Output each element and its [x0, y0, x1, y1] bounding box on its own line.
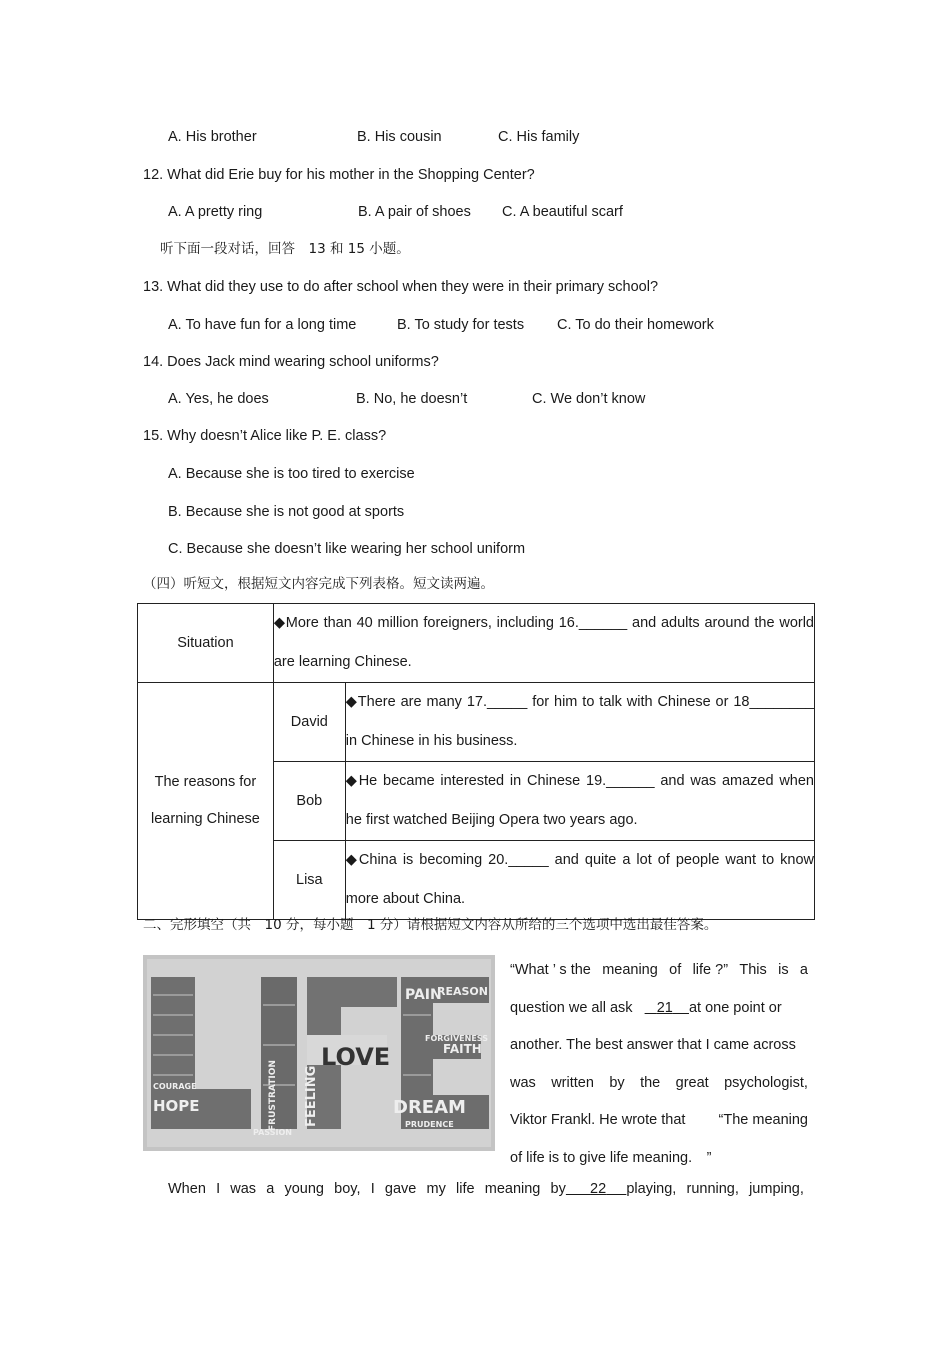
word-forgiveness: FORGIVENESS	[425, 1034, 488, 1043]
listening-table	[137, 603, 815, 920]
row-text-david: ◆There are many 17._____ for him to talk with Chinese or 18________ in Chinese in his business.	[345, 683, 814, 762]
row-name-lisa: Lisa	[273, 841, 345, 920]
blank-22[interactable]: 22	[590, 1181, 607, 1197]
q13-option-a: A. To have fun for a long time	[168, 317, 357, 333]
q12-option-b: B. A pair of shoes	[358, 204, 471, 220]
table-row-situation	[138, 604, 815, 683]
word-frustration: FRUSTRATION	[268, 1060, 278, 1131]
word-feeling: FEELING	[304, 1065, 319, 1127]
q14-option-a: A. Yes, he does	[168, 391, 269, 407]
section2-title: 二、完形填空（共 10 分，每小题 1 分）请根据短文内容从所给的三个选项中选出最佳答案。	[143, 917, 718, 933]
q14-question: 14. Does Jack mind wearing school uniforms?	[143, 354, 439, 370]
word-dream: DREAM	[393, 1097, 466, 1118]
q15-question: 15. Why doesn’t Alice like P. E. class?	[143, 428, 387, 444]
word-faith: FAITH	[443, 1042, 482, 1056]
q13-option-b: B. To study for tests	[397, 317, 525, 333]
q11-option-b: B. His cousin	[357, 129, 442, 145]
q12-option-c: C. A beautiful scarf	[502, 204, 623, 220]
word-pain: PAIN	[405, 987, 442, 1003]
word-prudence: PRUDENCE	[405, 1120, 454, 1129]
passage-last-line: When I was a young boy, I gave my life meaning by 22 playing, running, jumping,	[168, 1181, 804, 1197]
situation-label: Situation	[138, 604, 274, 683]
q12-option-a: A. A pretty ring	[168, 204, 263, 220]
passage-line-2: question we all ask 21 at one point or	[510, 999, 782, 1016]
reasons-label: The reasons for learning Chinese	[138, 683, 274, 920]
q13-option-c: C. To do their homework	[557, 317, 714, 333]
row-name-bob: Bob	[273, 762, 345, 841]
word-love: LOVE	[321, 1043, 391, 1071]
q12-question: 12. What did Erie buy for his mother in the Shopping Center?	[143, 167, 535, 183]
passage-line-3: another. The best answer that I came across	[510, 1037, 796, 1054]
cloze-passage	[510, 952, 808, 1178]
q15-option-a: A. Because she is too tired to exercise	[168, 466, 415, 482]
row-text-bob: ◆He became interested in Chinese 19.______ and was amazed when he first watched Beijing Opera two years ago.	[345, 762, 814, 841]
life-word-cloud-image	[143, 955, 495, 1151]
table-row	[138, 683, 815, 762]
q15-option-b: B. Because she is not good at sports	[168, 504, 405, 520]
section4-title: （四）听短文，根据短文内容完成下列表格。短文读两遍。	[143, 576, 494, 592]
word-passion: PASSION	[253, 1128, 292, 1137]
q15-option-c: C. Because she doesn’t like wearing her school uniform	[168, 541, 526, 557]
row-text-lisa: ◆China is becoming 20._____ and quite a lot of people want to know more about China.	[345, 841, 814, 920]
q13-question: 13. What did they use to do after school when they were in their primary school?	[143, 279, 659, 295]
word-reason: REASON	[437, 985, 488, 998]
situation-text: ◆More than 40 million foreigners, including 16.______ and adults around the world are learning Chinese.	[273, 604, 814, 683]
passage-line-4: was written by the great psychologist,	[510, 1074, 808, 1091]
q14-option-b: B. No, he doesn’t	[356, 391, 468, 407]
passage-line-6: of life is to give life meaning. ”	[510, 1149, 712, 1166]
passage-line-5: Viktor Frankl. He wrote that “The meaning	[510, 1112, 808, 1129]
passage-line-1: “What ’ s the meaning of life ?” This is a	[510, 962, 808, 978]
blank-21[interactable]: 21	[656, 999, 673, 1016]
row-name-david: David	[273, 683, 345, 762]
word-courage: COURAGE	[153, 1082, 197, 1091]
instruction-13-15: 听下面一段对话，回答 13 和 15 小题。	[160, 241, 410, 257]
q14-option-c: C. We don’t know	[532, 391, 646, 407]
q11-option-a: A. His brother	[168, 129, 257, 145]
q11-option-c: C. His family	[498, 129, 580, 145]
word-hope: HOPE	[153, 1097, 200, 1115]
